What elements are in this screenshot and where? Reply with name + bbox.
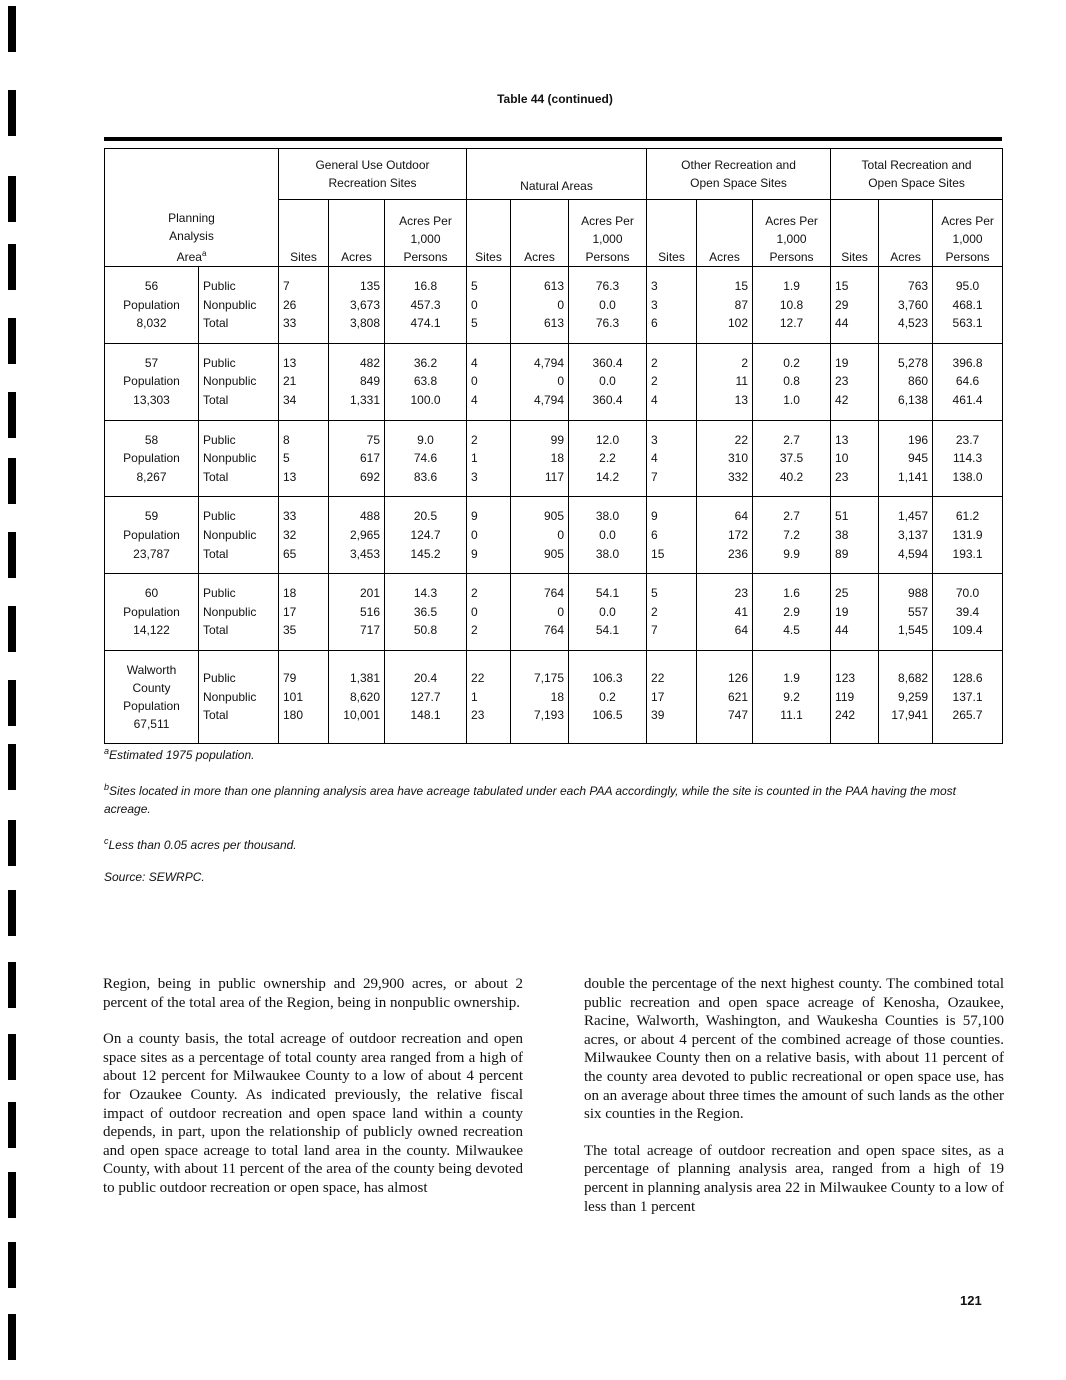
table-top-rule — [104, 137, 1002, 141]
total-recreation-sites-header: Sites — [831, 200, 879, 267]
table-cell: 2.7 37.5 40.2 — [753, 420, 831, 497]
table-cell: 61.2 131.9 193.1 — [933, 497, 1003, 574]
body-column-right — [584, 975, 1004, 1234]
binding-mark — [8, 680, 16, 726]
ownership-labels: Public Nonpublic Total — [199, 420, 279, 497]
table-title: Table 44 (continued) — [497, 92, 613, 106]
binding-mark — [8, 1034, 16, 1080]
table-cell: 16.8 457.3 474.1 — [385, 267, 467, 344]
natural-areas-acres-per-1000-header: Acres Per 1,000 Persons — [569, 200, 647, 267]
body-paragraph: The total acreage of outdoor recreation and open space sites, as a percentage of planning analysis area, ranged from a high of 19 percent in planning analysis area 22 in Milwaukee County to a low of less than 1 percent — [584, 1142, 1004, 1215]
table-cell: 38.0 0.0 38.0 — [569, 497, 647, 574]
planning-area-header: Planning Analysis Area$^a$ — [105, 149, 279, 267]
table-cell: 126 621 747 — [697, 650, 753, 743]
table-cell: 18 17 35 — [279, 574, 329, 651]
binding-mark — [8, 318, 16, 364]
area-group — [105, 574, 1003, 651]
table-cell: 613 0 613 — [511, 267, 569, 344]
table-cell: 8 5 13 — [279, 420, 329, 497]
body-column-left — [103, 975, 523, 1216]
table-cell: 23.7 114.3 138.0 — [933, 420, 1003, 497]
table-cell: 1.6 2.9 4.5 — [753, 574, 831, 651]
table-cell: 13 10 23 — [831, 420, 879, 497]
recreation-table — [104, 148, 1003, 744]
general-use-sites-header: Sites — [279, 200, 329, 267]
table-cell: 988 557 1,545 — [879, 574, 933, 651]
natural-areas-sites-header: Sites — [467, 200, 511, 267]
table-cell: 13 21 34 — [279, 343, 329, 420]
table-cell: 54.1 0.0 54.1 — [569, 574, 647, 651]
binding-mark — [8, 176, 16, 222]
natural-areas-acres-header: Acres — [511, 200, 569, 267]
table-cell: 1.9 9.2 11.1 — [753, 650, 831, 743]
binding-mark — [8, 532, 16, 578]
table-cell: 135 3,673 3,808 — [329, 267, 385, 344]
table-cell: 22 17 39 — [647, 650, 697, 743]
binding-mark — [8, 962, 16, 1008]
table-cell: 128.6 137.1 265.7 — [933, 650, 1003, 743]
table-cell: 5 2 7 — [647, 574, 697, 651]
table-cell: 5 0 5 — [467, 267, 511, 344]
table-row — [105, 650, 1003, 743]
table-cell: 2 11 13 — [697, 343, 753, 420]
planning-area-label: 57 Population 13,303 — [105, 343, 199, 420]
table-cell: 360.4 0.0 360.4 — [569, 343, 647, 420]
table-cell: 396.8 64.6 461.4 — [933, 343, 1003, 420]
binding-mark — [8, 1102, 16, 1148]
table-cell: 79 101 180 — [279, 650, 329, 743]
table-row — [105, 574, 1003, 651]
table-cell: 14.3 36.5 50.8 — [385, 574, 467, 651]
binding-mark — [8, 1242, 16, 1288]
table-cell: 7,175 18 7,193 — [511, 650, 569, 743]
area-group — [105, 497, 1003, 574]
area-group — [105, 650, 1003, 743]
table-cell: 196 945 1,141 — [879, 420, 933, 497]
table-cell: 64 172 236 — [697, 497, 753, 574]
table-cell: 99 18 117 — [511, 420, 569, 497]
table-cell: 33 32 65 — [279, 497, 329, 574]
binding-mark — [8, 458, 16, 504]
table-cell: 905 0 905 — [511, 497, 569, 574]
area-group — [105, 267, 1003, 344]
binding-marks — [8, 0, 20, 1380]
binding-mark — [8, 1172, 16, 1218]
general-use-acres-per-1000-header: Acres Per 1,000 Persons — [385, 200, 467, 267]
footnote: $^a$Estimated 1975 population. — [104, 746, 255, 762]
table-cell: 7 26 33 — [279, 267, 329, 344]
total-recreation-acres-per-1000-header: Acres Per 1,000 Persons — [933, 200, 1003, 267]
table-cell: 9 0 9 — [467, 497, 511, 574]
planning-area-label: Walworth County Population 67,511 — [105, 650, 199, 743]
table-cell: 2 2 4 — [647, 343, 697, 420]
binding-mark — [8, 744, 16, 790]
table-cell: 75 617 692 — [329, 420, 385, 497]
body-paragraph: On a county basis, the total acreage of outdoor recreation and open space sites as a percentage of total county area ranged from a high of about 12 percent for Milwaukee County to a low of about 4 percent for Ozaukee County. As indicated previously, the relative fiscal impact of outdoor recreation and open space land within a county depends, in part, upon the relationship of publicly owned recreation and open space acreage to total land area in the county. Milwaukee County, with about 11 percent of the area of the county being devoted to public outdoor recreation or open space, has almost — [103, 1031, 523, 1196]
table-cell: 15 29 44 — [831, 267, 879, 344]
other-recreation-sites-header: Sites — [647, 200, 697, 267]
table-cell: 2 1 3 — [467, 420, 511, 497]
table-cell: 20.4 127.7 148.1 — [385, 650, 467, 743]
binding-mark — [8, 244, 16, 290]
table-cell: 123 119 242 — [831, 650, 879, 743]
table-cell: 482 849 1,331 — [329, 343, 385, 420]
planning-area-label: 59 Population 23,787 — [105, 497, 199, 574]
body-paragraph: Region, being in public ownership and 29,900 acres, or about 2 percent of the total area of the Region, being in nonpublic ownership. — [103, 976, 523, 1011]
table-cell: 76.3 0.0 76.3 — [569, 267, 647, 344]
table-cell: 12.0 2.2 14.2 — [569, 420, 647, 497]
ownership-labels: Public Nonpublic Total — [199, 574, 279, 651]
table-cell: 20.5 124.7 145.2 — [385, 497, 467, 574]
ownership-labels: Public Nonpublic Total — [199, 650, 279, 743]
table-row — [105, 497, 1003, 574]
group-header-other-recreation: Other Recreation and Open Space Sites — [647, 149, 831, 200]
table-cell: 4 0 4 — [467, 343, 511, 420]
binding-mark — [8, 392, 16, 438]
table-cell: 201 516 717 — [329, 574, 385, 651]
ownership-labels: Public Nonpublic Total — [199, 267, 279, 344]
total-recreation-acres-header: Acres — [879, 200, 933, 267]
group-header-total-recreation: Total Recreation and Open Space Sites — [831, 149, 1003, 200]
table-cell: 488 2,965 3,453 — [329, 497, 385, 574]
general-use-acres-header: Acres — [329, 200, 385, 267]
page-number: 121 — [960, 1293, 982, 1308]
table-row — [105, 343, 1003, 420]
table-cell: 2.7 7.2 9.9 — [753, 497, 831, 574]
table-cell: 95.0 468.1 563.1 — [933, 267, 1003, 344]
table-cell: 0.2 0.8 1.0 — [753, 343, 831, 420]
table-row — [105, 420, 1003, 497]
footnotes — [104, 742, 1004, 900]
table-cell: 8,682 9,259 17,941 — [879, 650, 933, 743]
table-cell: 5,278 860 6,138 — [879, 343, 933, 420]
table-cell: 3 3 6 — [647, 267, 697, 344]
binding-mark — [8, 820, 16, 866]
table-cell: 2 0 2 — [467, 574, 511, 651]
table-cell: 763 3,760 4,523 — [879, 267, 933, 344]
planning-area-label: 58 Population 8,267 — [105, 420, 199, 497]
table-cell: 1,381 8,620 10,001 — [329, 650, 385, 743]
ownership-labels: Public Nonpublic Total — [199, 343, 279, 420]
body-paragraph: double the percentage of the next highest county. The combined total public recreation and open space acreage of Kenosha, Ozaukee, Racine, Walworth, Washington, and Waukesha Counties is 57,100 acres, or about 4 percent of the combined acreage of those counties. Milwaukee County then on a relative basis, with about 11 percent of the county area devoted to public recreational or open space use, has on an average about three times the amount of such lands as the other six counties in the Region. — [584, 976, 1004, 1123]
table-cell: 70.0 39.4 109.4 — [933, 574, 1003, 651]
table-cell: 764 0 764 — [511, 574, 569, 651]
group-header-natural-areas: Natural Areas — [467, 149, 647, 200]
table-row — [105, 267, 1003, 344]
binding-mark — [8, 6, 16, 52]
table-cell: 25 19 44 — [831, 574, 879, 651]
table-cell: 1,457 3,137 4,594 — [879, 497, 933, 574]
footnote: $^b$Sites located in more than one planning analysis area have acreage tabulated under each PAA accordingly, while the site is counted in the PAA having the most acreage. — [104, 782, 956, 816]
area-group — [105, 343, 1003, 420]
table-cell: 22 1 23 — [467, 650, 511, 743]
planning-area-label: 60 Population 14,122 — [105, 574, 199, 651]
ownership-labels: Public Nonpublic Total — [199, 497, 279, 574]
table-cell: 15 87 102 — [697, 267, 753, 344]
footnote: $^c$Less than 0.05 acres per thousand. — [104, 836, 297, 852]
other-recreation-acres-per-1000-header: Acres Per 1,000 Persons — [753, 200, 831, 267]
table-cell: 9 6 15 — [647, 497, 697, 574]
footnote: Source: SEWRPC. — [104, 870, 205, 884]
table-cell: 51 38 89 — [831, 497, 879, 574]
table-cell: 4,794 0 4,794 — [511, 343, 569, 420]
group-header-general-use: General Use Outdoor Recreation Sites — [279, 149, 467, 200]
binding-mark — [8, 890, 16, 936]
table-cell: 106.3 0.2 106.5 — [569, 650, 647, 743]
binding-mark — [8, 1314, 16, 1360]
area-group — [105, 420, 1003, 497]
table-cell: 3 4 7 — [647, 420, 697, 497]
table-cell: 22 310 332 — [697, 420, 753, 497]
table-cell: 9.0 74.6 83.6 — [385, 420, 467, 497]
table-cell: 1.9 10.8 12.7 — [753, 267, 831, 344]
table-cell: 23 41 64 — [697, 574, 753, 651]
binding-mark — [8, 606, 16, 652]
other-recreation-acres-header: Acres — [697, 200, 753, 267]
planning-area-label: 56 Population 8,032 — [105, 267, 199, 344]
table-cell: 36.2 63.8 100.0 — [385, 343, 467, 420]
table-cell: 19 23 42 — [831, 343, 879, 420]
